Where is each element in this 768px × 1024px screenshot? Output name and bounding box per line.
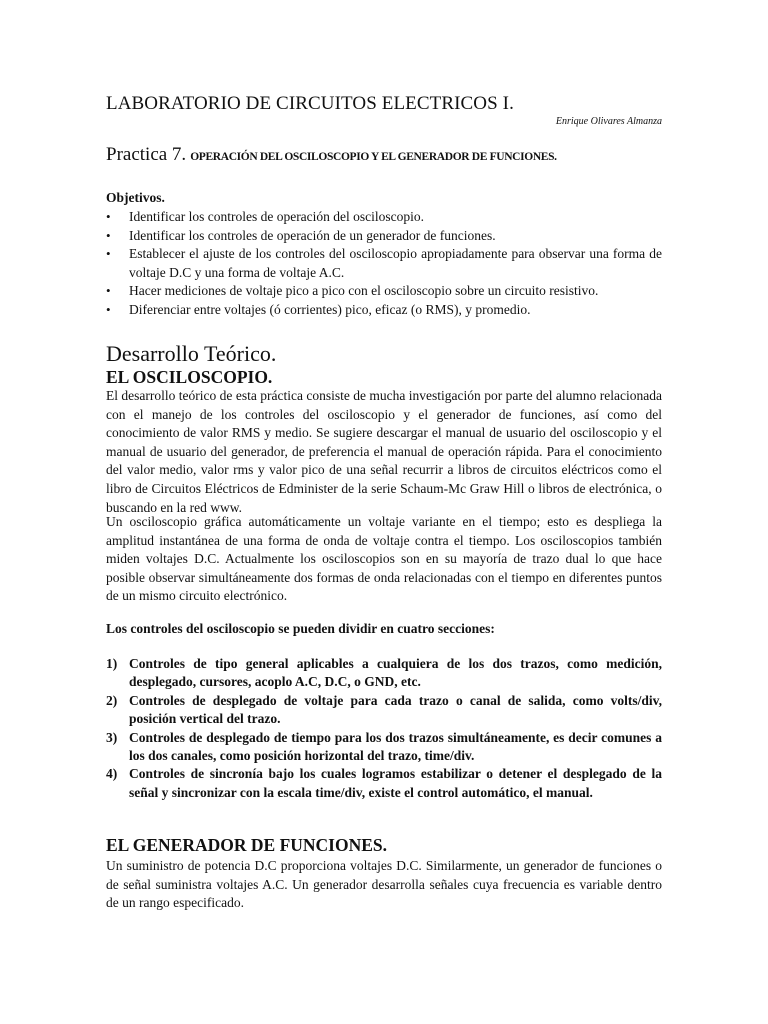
controls-heading: Los controles del osciloscopio se pueden dividir en cuatro secciones:: [106, 621, 495, 636]
objectives-heading: Objetivos.: [106, 190, 165, 205]
development-title: Desarrollo Teórico.: [106, 341, 277, 366]
bullet-icon: •: [106, 283, 111, 298]
list-number: 3): [106, 729, 118, 745]
objective-text: Hacer mediciones de voltaje pico a pico con el osciloscopio sobre un circuito resistivo.: [129, 283, 599, 298]
generator-title: EL GENERADOR DE FUNCIONES.: [106, 835, 388, 855]
list-item: [106, 301, 662, 320]
oscilloscope-paragraph-2: Un osciloscopio gráfica automáticamente un voltaje variante en el tiempo; esto es despliega la amplitud instantánea de una forma de onda de voltaje contra el tiempo. Los osciloscopios también miden voltajes D.C. Actualmente los osciloscopios son en su mayoría de trazo dual lo que hace posible observar simultáneamente dos formas de onda relacionadas con el tiempo en diferentes puntos de un mismo circuito electrónico.: [106, 514, 662, 604]
control-text: Controles de desplegado de tiempo para los dos trazos simultáneamente, es decir comunes a los dos canales, como posición horizontal del trazo, time/div.: [129, 729, 662, 764]
control-text: Controles de sincronía bajo los cuales logramos estabilizar o detener el desplegado de la señal y sincronizar con la escala time/div, existe el control automático, el manual.: [129, 766, 662, 800]
practice-heading: [106, 144, 557, 166]
list-item: [106, 765, 662, 802]
list-number: 2): [106, 692, 118, 708]
document-title: LABORATORIO DE CIRCUITOS ELECTRICOS I.: [106, 93, 514, 114]
objective-text: Identificar los controles de operación del osciloscopio.: [129, 209, 425, 224]
control-text: Controles de tipo general aplicables a cualquiera de los dos trazos, como medición, desplegado, cursores, acoplo A.C, D.C, o GND, etc.: [129, 656, 662, 690]
list-item: [106, 208, 662, 227]
oscilloscope-paragraph-1: El desarrollo teórico de esta práctica consiste de mucha investigación por parte del alumno relacionada con el manejo de los controles del osciloscopio y el generador de funciones, así como del conocimiento de valor RMS y medio. Se sugiere descargar el manual de usuario del osciloscopio y el manual de usuario del generador, de preferencia el manual de operación rápida. Para el conocimiento del valor medio, valor rms y valor pico de una señal recurrir a libros de circuitos eléctricos como el libro de Circuitos Eléctricos de Edminister de la serie Schaum-Mc Graw Hill o libros de electrónica, o buscando en la red www.: [106, 388, 662, 515]
bullet-icon: •: [106, 246, 111, 261]
list-item: [106, 227, 662, 246]
generator-paragraph: Un suministro de potencia D.C proporciona voltajes D.C. Similarmente, un generador de funciones o de señal suministra voltajes A.C. Un generador desarrolla señales cuya frecuencia es variable dentro de un rango especificado.: [106, 858, 662, 911]
practice-subtitle: OPERACIÓN DEL OSCILOSCOPIO Y EL GENERADOR DE FUNCIONES.: [190, 151, 557, 163]
controls-list: [106, 655, 662, 802]
objective-text: Diferenciar entre voltajes (ó corrientes) pico, eficaz (o RMS), y promedio.: [129, 301, 531, 317]
author-name: Enrique Olivares Almanza: [555, 116, 662, 127]
list-item: [106, 245, 662, 282]
bullet-icon: •: [106, 301, 111, 317]
list-item: [106, 282, 662, 301]
bullet-icon: •: [106, 227, 111, 243]
list-number: 1): [106, 656, 118, 671]
bullet-icon: •: [106, 209, 111, 224]
list-item: [106, 729, 662, 766]
objective-text: Establecer el ajuste de los controles del osciloscopio apropiadamente para observar una forma de voltaje D.C y una forma de voltaje A.C.: [129, 246, 662, 280]
objective-text: Identificar los controles de operación de un generador de funciones.: [129, 227, 496, 243]
practice-label: Practica 7.: [106, 144, 187, 165]
list-item: [106, 692, 662, 729]
oscilloscope-title: EL OSCILOSCOPIO.: [106, 367, 273, 387]
control-text: Controles de desplegado de voltaje para cada trazo o canal de salida, como volts/div, posición vertical del trazo.: [129, 692, 662, 727]
objectives-list: [106, 208, 662, 319]
list-item: [106, 655, 662, 692]
list-number: 4): [106, 766, 118, 782]
